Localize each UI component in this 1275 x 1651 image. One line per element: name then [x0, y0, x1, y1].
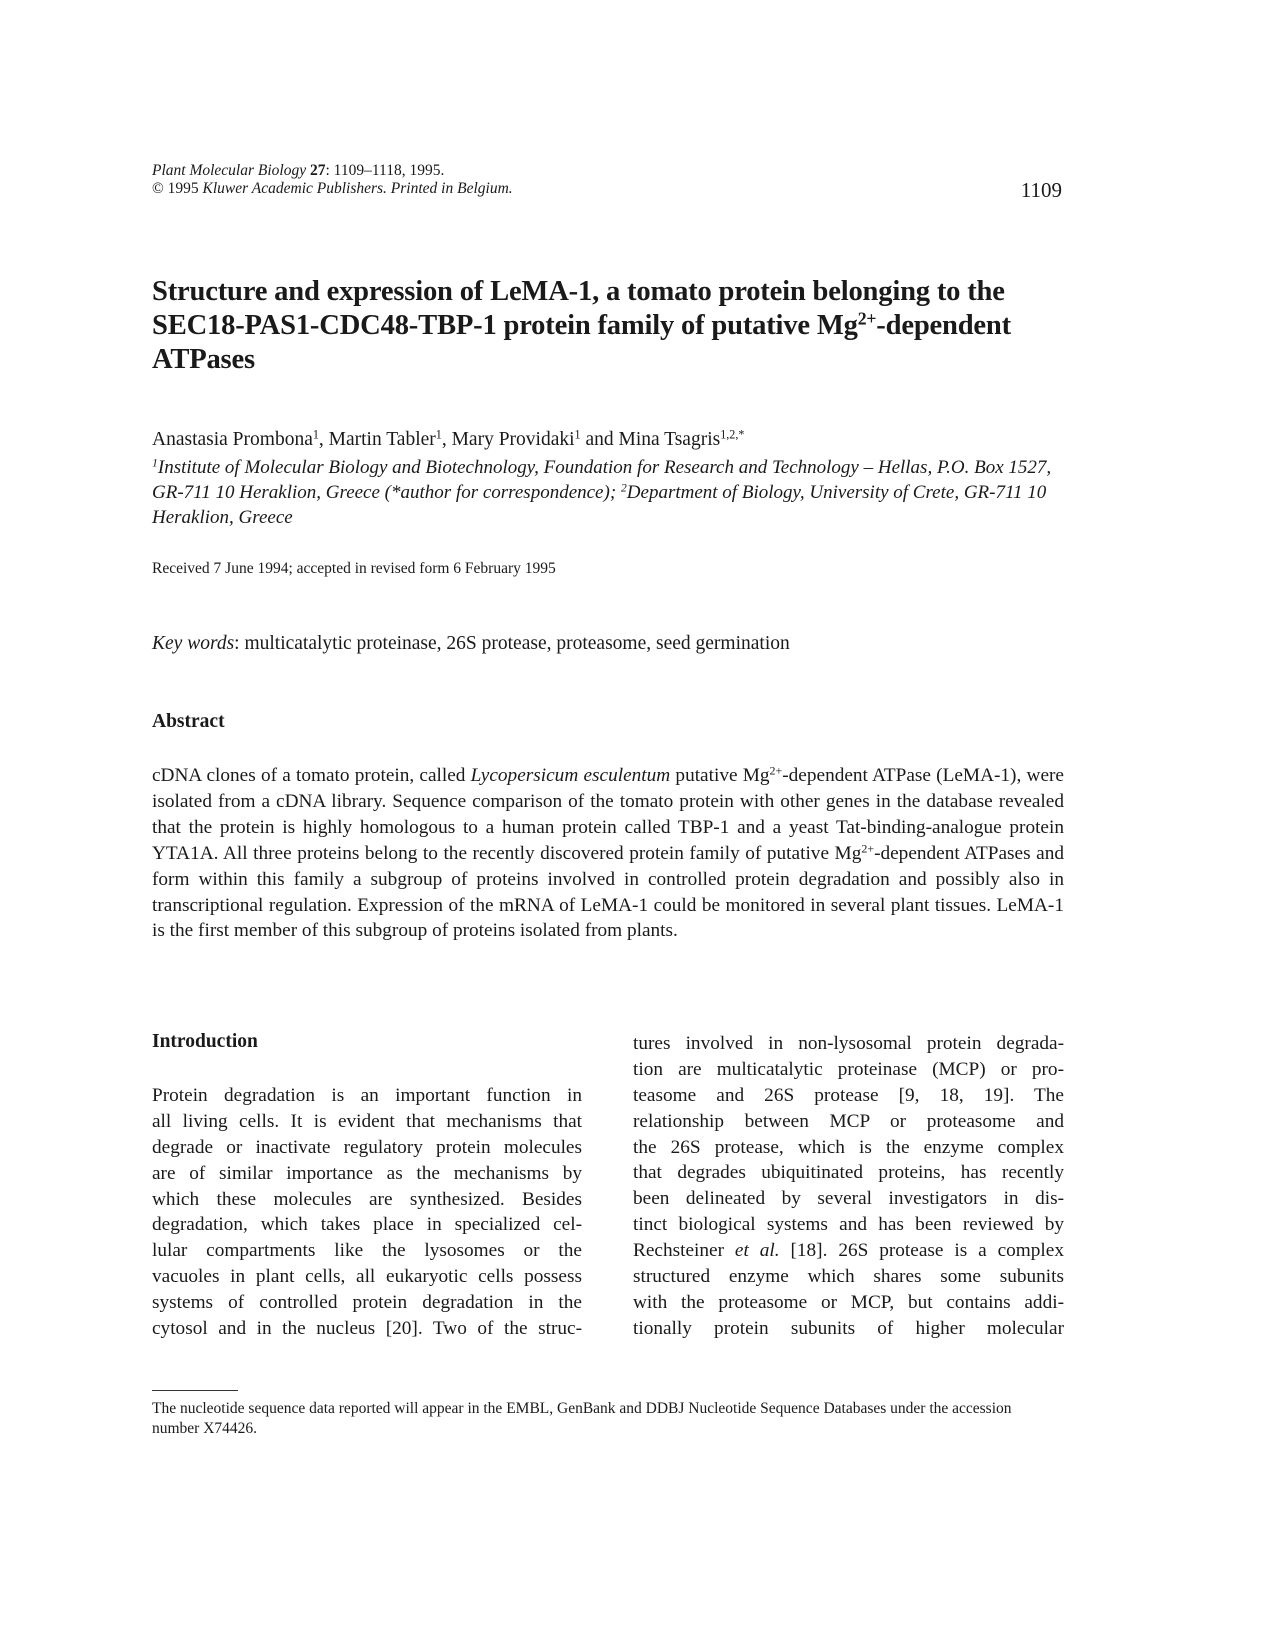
author-list: Anastasia Prombona$^1$, Martin Tabler$^1$, Mary Providaki$^1$ and Mina Tsagris$^{1,2,*}$	[152, 427, 745, 450]
text-line: relationship between MCP or proteasome and	[633, 1110, 1064, 1132]
keywords: Key words: multicatalytic proteinase, 26S protease, proteasome, seed germination	[152, 633, 790, 654]
text-line: tionally protein subunits of higher molecular	[633, 1317, 1064, 1339]
text-line: the 26S protease, which is the enzyme complex	[633, 1136, 1064, 1158]
footnote-rule	[152, 1390, 238, 1391]
page-number: 1109	[1020, 178, 1062, 202]
introduction-heading: Introduction	[152, 1031, 258, 1052]
text-line: with the proteasome or MCP, but contains addi-	[633, 1291, 1064, 1313]
text-line: are of similar importance as the mechanisms by	[152, 1162, 582, 1184]
text-line: cytosol and in the nucleus [20]. Two of the struc-	[152, 1318, 582, 1340]
text-line: that degrades ubiquitinated proteins, has recently	[633, 1162, 1064, 1184]
journal-line-2: © 1995 Kluwer Academic Publishers. Printed in Belgium.	[152, 180, 513, 197]
introduction-column-2	[633, 1031, 1064, 1342]
text-line: been delineated by several investigators in dis-	[633, 1188, 1064, 1210]
text-line: lular compartments like the lysosomes or the	[152, 1240, 582, 1262]
journal-line-1: Plant Molecular Biology 27: 1109–1118, 1995.	[152, 162, 445, 179]
text-line: vacuoles in plant cells, all eukaryotic cells possess	[152, 1266, 582, 1288]
journal-citation	[152, 162, 513, 198]
text-line: tures involved in non-lysosomal protein degrada-	[633, 1033, 1064, 1054]
affiliations: $^1$Institute of Molecular Biology and Biotechnology, Foundation for Research and Technology – Hellas, P.O. Box 1527, GR-711 10 Heraklion, Greece (*author for correspondence); $^2$Department of Biology, University of Crete, GR-711 10 Heraklion, Greece	[152, 456, 1052, 528]
paper-title: Structure and expression of LeMA-1, a tomato protein belonging to the SEC18-PAS1-CDC48-TBP-1 protein family of putative $Mg^{2+}$-dependent ATPases	[152, 276, 1011, 375]
text-line: structured enzyme which shares some subunits	[633, 1266, 1064, 1288]
text-line: which these molecules are synthesized. Besides	[152, 1188, 582, 1210]
text-line: degrade or inactivate regulatory protein molecules	[152, 1136, 582, 1158]
footnote: The nucleotide sequence data reported will appear in the EMBL, GenBank and DDBJ Nucleotide Sequence Databases under the accession number X74426.	[152, 1400, 1012, 1437]
text-line: degradation, which takes place in specialized cel-	[152, 1214, 582, 1236]
text-line-citation: Rechsteiner et al. [18]. 26S protease is a complex	[633, 1240, 1064, 1262]
abstract-heading: Abstract	[152, 711, 225, 732]
text-line: systems of controlled protein degradation in the	[152, 1292, 582, 1314]
text-line: all living cells. It is evident that mechanisms that	[152, 1110, 582, 1132]
introduction-column-1	[152, 1083, 582, 1342]
text-line: tion are multicatalytic proteinase (MCP) or pro-	[633, 1058, 1064, 1080]
abstract-body: cDNA clones of a tomato protein, called Lycopersicum esculentum putative $Mg^{2+}$-dependent ATPase (LeMA-1), were isolated from a cDNA library. Sequence comparison of the tomato protein with other genes in the database revealed that the protein is highly homologous to a human protein called TBP-1 and a yeast Tat-binding-analogue protein YTA1A. All three proteins belong to the recently discovered protein family of putative $Mg^{2+}$-dependent ATPases and form within this family a subgroup of proteins involved in controlled protein degradation and possibly also in transcriptional regulation. Expression of the mRNA of LeMA-1 could be monitored in several plant tissues. LeMA-1 is the first member of this subgroup of proteins isolated from plants.	[152, 763, 1064, 942]
text-line: Protein degradation is an important function in	[152, 1085, 582, 1106]
text-line: teasome and 26S protease [9, 18, 19]. The	[633, 1084, 1064, 1106]
received-dates: Received 7 June 1994; accepted in revised form 6 February 1995	[152, 560, 556, 577]
text-line: tinct biological systems and has been reviewed by	[633, 1214, 1064, 1236]
